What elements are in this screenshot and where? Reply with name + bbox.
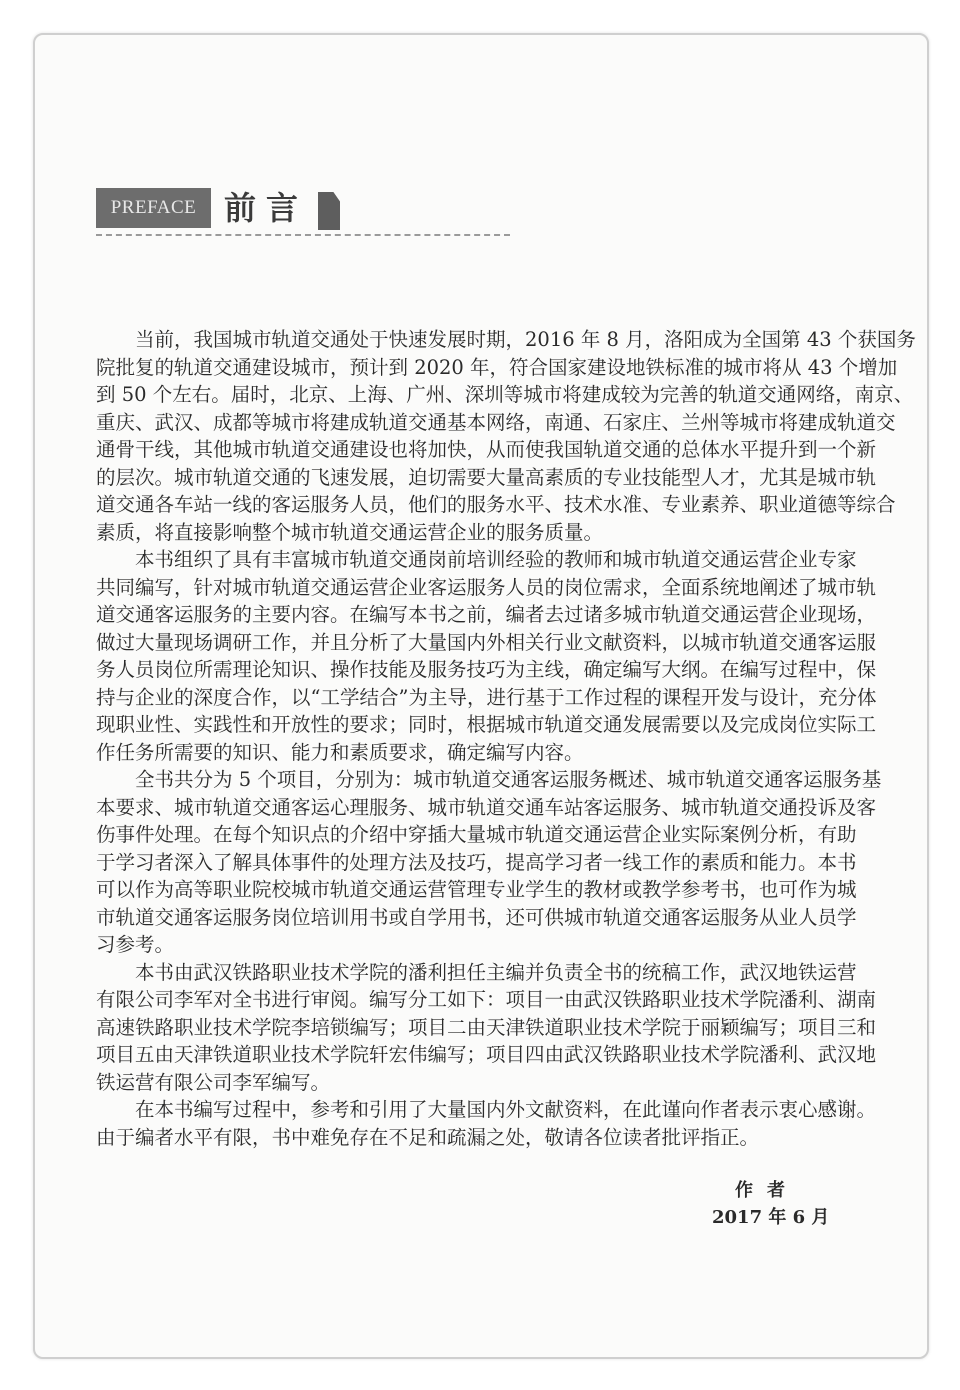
text-line: 当前，我国城市轨道交通处于快速发展时期，2016 年 8 月，洛阳成为全国第 43 个获国务 (135, 328, 916, 351)
text-line: 铁运营有限公司李军编写。 (96, 1070, 331, 1094)
signature-author: 作者 (735, 1180, 799, 1201)
text-line: 务人员岗位所需理论知识、操作技能及服务技巧为主线，确定编写大纲。在编写过程中，保 (96, 658, 877, 681)
text-line: 由于编者水平有限，书中难免存在不足和疏漏之处，敬请各位读者批评指正。 (96, 1125, 760, 1149)
paragraph (96, 959, 877, 1097)
text-line: 道交通各车站一线的客运服务人员，他们的服务水平、技术水准、专业素养、职业道德等综合 (96, 493, 896, 516)
paragraph (96, 546, 877, 766)
text-line: 共同编写，针对城市轨道交通运营企业客运服务人员的岗位需求，全面系统地阐述了城市轨 (96, 575, 877, 599)
text-line: 到 50 个左右。届时，北京、上海、广州、深圳等城市将建成较为完善的轨道交通网络，南京、 (96, 383, 914, 406)
preface-body (96, 326, 916, 1151)
text-line: 本要求、城市轨道交通客运心理服务、城市轨道交通车站客运服务、城市轨道交通投诉及客 (96, 795, 877, 819)
text-line: 道交通客运服务的主要内容。在编写本书之前，编者去过诸多城市轨道交通运营企业现场， (96, 603, 877, 626)
paragraph (96, 1096, 877, 1151)
text-line: 重庆、武汉、成都等城市将建成轨道交通基本网络，南通、石家庄、兰州等城市将建成轨道交 (96, 410, 896, 434)
text-line: 在本书编写过程中，参考和引用了大量国内外文献资料，在此谨向作者表示衷心感谢。 (135, 1098, 877, 1121)
header-tab-decoration (318, 192, 340, 230)
text-line: 高速铁路职业技术学院李培锁编写；项目二由天津铁道职业技术学院于丽颖编写；项目三和 (96, 1015, 877, 1039)
text-line: 市轨道交通客运服务岗位培训用书或自学用书，还可供城市轨道交通客运服务从业人员学 (96, 905, 857, 929)
text-line: 习参考。 (96, 933, 175, 956)
text-line: 项目五由天津铁道职业技术学院轩宏伟编写；项目四由武汉铁路职业技术学院潘利、武汉地 (96, 1043, 877, 1066)
text-line: 伤事件处理。在每个知识点的介绍中穿插大量城市轨道交通运营企业实际案例分析，有助 (96, 823, 857, 846)
text-line: 通骨干线，其他城市轨道交通建设也将加快，从而使我国轨道交通的总体水平提升到一个新 (96, 438, 877, 461)
page-title: 前言 (224, 189, 309, 227)
text-line: 的层次。城市轨道交通的飞速发展，迫切需要大量高素质的专业技能型人才，尤其是城市轨 (96, 465, 877, 489)
text-line: 于学习者深入了解具体事件的处理方法及技巧，提高学习者一线工作的素质和能力。本书 (96, 850, 857, 874)
preface-badge: PREFACE (96, 188, 211, 228)
header-divider (96, 234, 510, 236)
paragraph (96, 326, 916, 546)
text-line: 有限公司李军对全书进行审阅。编写分工如下：项目一由武汉铁路职业技术学院潘利、湖南 (96, 988, 877, 1011)
text-line: 本书由武汉铁路职业技术学院的潘利担任主编并负责全书的统稿工作，武汉地铁运营 (135, 960, 857, 984)
text-line: 素质，将直接影响整个城市轨道交通运营企业的服务质量。 (96, 520, 604, 544)
paragraph (96, 766, 882, 959)
text-line: 作任务所需要的知识、能力和素质要求，确定编写内容。 (96, 740, 584, 764)
text-line: 全书共分为 5 个项目，分别为：城市轨道交通客运服务概述、城市轨道交通客运服务基 (135, 768, 882, 791)
text-line: 可以作为高等职业院校城市轨道交通运营管理专业学生的教材或教学参考书，也可作为城 (96, 878, 857, 901)
signature-date: 2017 年 6 月 (712, 1207, 830, 1228)
text-line: 院批复的轨道交通建设城市，预计到 2020 年，符合国家建设地铁标准的城市将从 43 个增加 (96, 355, 898, 379)
text-line: 现职业性、实践性和开放性的要求；同时，根据城市轨道交通发展需要以及完成岗位实际工 (96, 713, 877, 736)
text-line: 本书组织了具有丰富城市轨道交通岗前培训经验的教师和城市轨道交通运营企业专家 (135, 548, 857, 571)
text-line: 做过大量现场调研工作，并且分析了大量国内外相关行业文献资料，以城市轨道交通客运服 (96, 630, 877, 654)
text-line: 持与企业的深度合作，以“工学结合”为主导，进行基于工作过程的课程开发与设计，充分体 (96, 685, 877, 709)
